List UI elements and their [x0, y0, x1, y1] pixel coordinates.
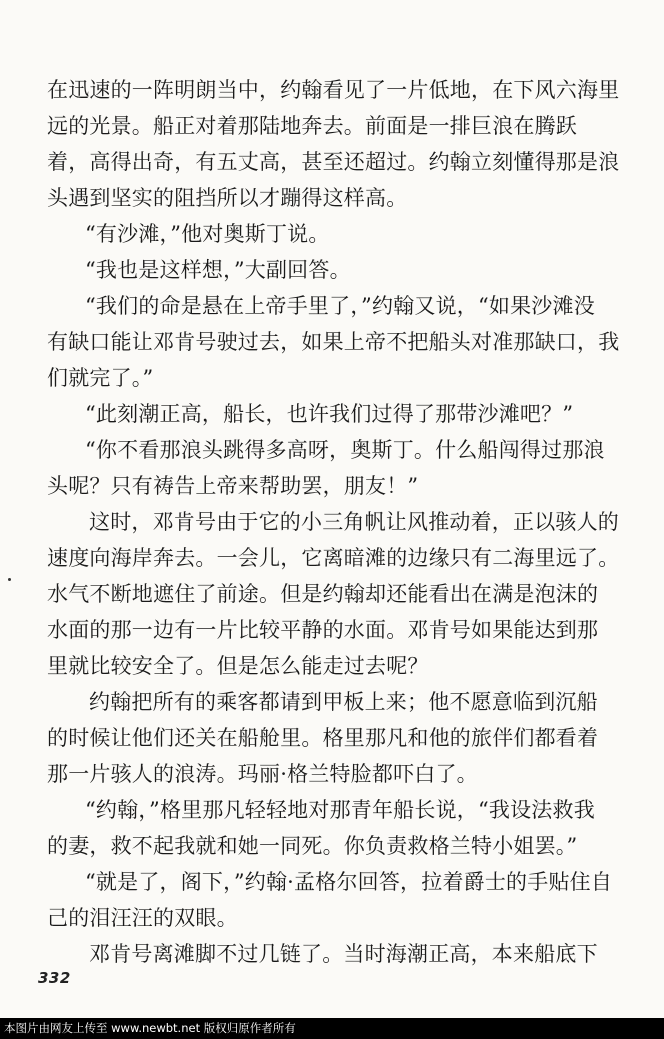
- text-line: 速度向海岸奔去。一会儿，它离暗滩的边缘只有二海里远了。: [47, 546, 620, 570]
- text-line: “此刻潮正高，船长，也许我们过得了那带沙滩吧？”: [85, 402, 574, 426]
- text-line: 头呢？只有祷告上帝来帮助罢，朋友！”: [47, 474, 419, 498]
- text-line: 那一片骇人的浪涛。玛丽·格兰特脸都吓白了。: [47, 762, 478, 786]
- text-line: 己的泪汪汪的双眼。: [47, 906, 238, 930]
- text-line: 头遇到坚实的阻挡所以才蹦得这样高。: [47, 186, 408, 210]
- text-line: 远的光景。船正对着那陆地奔去。前面是一排巨浪在腾跃: [47, 114, 577, 138]
- text-line: 这时，邓肯号由于它的小三角帆让风推动着，正以骇人的: [89, 510, 619, 534]
- text-line: 的时候让他们还关在船舱里。格里那凡和他的旅伴们都看着: [47, 726, 599, 750]
- text-line: 的妻，救不起我就和她一同死。你负责救格兰特小姐罢。”: [47, 834, 578, 858]
- text-line: “我们的命是悬在上帝手里了，”约翰又说，“如果沙滩没: [85, 294, 595, 318]
- text-line: 邓肯号离滩脚不过几链了。当时海潮正高，本来船底下: [89, 942, 598, 966]
- text-line: 们就完了。”: [47, 366, 154, 390]
- text-line: 着，高得出奇，有五丈高，甚至还超过。约翰立刻懂得那是浪: [47, 150, 620, 174]
- watermark-footer: [0, 1018, 664, 1039]
- text-line: 在迅速的一阵明朗当中，约翰看见了一片低地，在下风六海里: [47, 78, 620, 102]
- text-line: “约翰，”格里那凡轻轻地对那青年船长说，“我设法救我: [85, 798, 595, 822]
- text-line: “就是了，阁下，”约翰·孟格尔回答，拉着爵士的手贴住自: [85, 870, 613, 894]
- text-line: “有沙滩，”他对奥斯丁说。: [85, 222, 330, 246]
- scan-speck: [8, 578, 11, 581]
- watermark-text: 本图片由网友上传至 www.newbt.net 版权归原作者所有: [4, 1021, 296, 1035]
- text-line: “你不看那浪头跳得多高呀，奥斯丁。什么船闯得过那浪: [85, 438, 605, 462]
- page-number: 332: [38, 969, 71, 987]
- text-line: 有缺口能让邓肯号驶过去，如果上帝不把船头对准那缺口，我: [47, 330, 620, 354]
- text-line: 水面的那一边有一片比较平静的水面。邓肯号如果能达到那: [47, 618, 599, 642]
- text-line: 约翰把所有的乘客都请到甲板上来；他不愿意临到沉船: [89, 690, 598, 714]
- text-line: “我也是这样想，”大副回答。: [85, 258, 351, 282]
- text-line: 里就比较安全了。但是怎么能走过去呢？: [47, 654, 429, 678]
- text-line: 水气不断地遮住了前途。但是约翰却还能看出在满是泡沫的: [47, 582, 599, 606]
